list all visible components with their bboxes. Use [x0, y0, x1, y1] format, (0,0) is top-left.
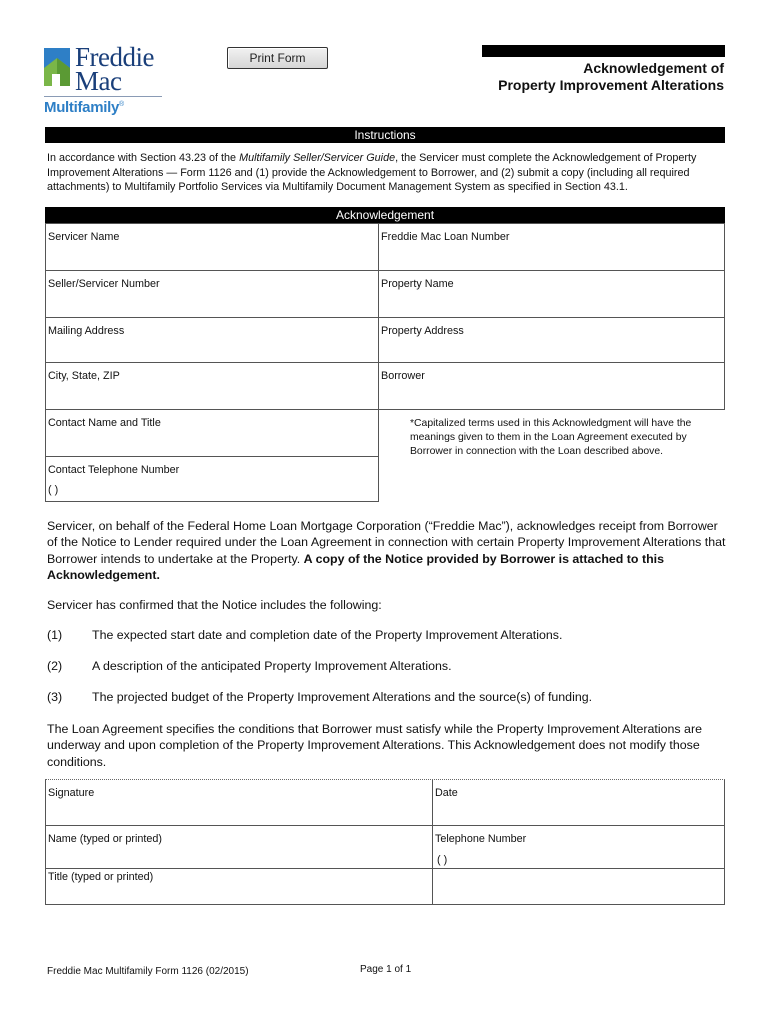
item-1-text: The expected start date and completion date of the Property Improvement Alterations. — [92, 628, 563, 642]
seller-servicer-number-label: Seller/Servicer Number — [48, 278, 160, 290]
loan-number-label: Freddie Mac Loan Number — [381, 231, 510, 243]
contact-phone-field[interactable] — [45, 456, 379, 502]
instructions-heading: Instructions — [45, 127, 725, 143]
borrower-field[interactable] — [378, 362, 725, 410]
logo-divider — [44, 96, 162, 97]
instructions-text-part1: In accordance with Section 43.23 of the — [47, 152, 240, 164]
servicer-name-field[interactable] — [45, 223, 379, 271]
telephone-lower-cell[interactable] — [432, 868, 725, 905]
mailing-address-field[interactable] — [45, 317, 379, 363]
form-title-line2: Property Improvement Alterations — [498, 77, 724, 93]
item-2-text: A description of the anticipated Property Improvement Alterations. — [92, 659, 452, 673]
contact-name-title-field[interactable] — [45, 409, 379, 457]
instructions-text — [47, 151, 725, 195]
signature-label: Signature — [48, 787, 95, 799]
form-title-line1: Acknowledgement of — [583, 60, 724, 76]
telephone-label: Telephone Number — [435, 833, 527, 845]
name-label: Name (typed or printed) — [48, 833, 163, 845]
title-field[interactable] — [45, 868, 433, 905]
date-field[interactable] — [432, 780, 725, 826]
mailing-address-label: Mailing Address — [48, 325, 125, 337]
title-bar — [482, 45, 725, 57]
title-label: Title (typed or printed) — [48, 871, 154, 883]
logo-multifamily-text — [44, 99, 124, 116]
item-3-text: The projected budget of the Property Improvement Alterations and the source(s) of funding. — [92, 690, 593, 704]
notice-includes-paragraph: Servicer has confirmed that the Notice includes the following: — [47, 598, 382, 612]
item-1-number: (1) — [47, 628, 63, 642]
form-title — [498, 60, 724, 94]
loan-agreement-paragraph: The Loan Agreement specifies the conditions that Borrower must satisfy while the Property Improvement Alterations are underway and upon completion of the Property Improvement Alterations. This Acknowledgement does not modify those conditions. — [47, 722, 702, 769]
property-name-field[interactable] — [378, 270, 725, 318]
property-address-label: Property Address — [381, 325, 464, 337]
signature-field[interactable] — [45, 780, 433, 826]
servicer-name-label: Servicer Name — [48, 231, 120, 243]
page-number: Page 1 of 1 — [360, 964, 412, 975]
instructions-guide-title: Multifamily Seller/Servicer Guide — [239, 152, 396, 164]
receipt-paragraph-text: Servicer, on behalf of the Federal Home Loan Mortgage Corporation (“Freddie Mac”), acknowledges receipt from Borrower of the Notice to Lender required under the Loan Agreement in connection with certain Property Improvement Alterations that Borrower intends to undertake at the Property. — [47, 519, 726, 566]
acknowledgement-heading: Acknowledgement — [45, 207, 725, 223]
form-id-footer: Freddie Mac Multifamily Form 1126 (02/2015) — [47, 966, 249, 977]
house-logo-icon — [42, 46, 72, 90]
loan-number-field[interactable] — [378, 223, 725, 271]
receipt-paragraph-bold: A copy of the Notice provided by Borrower is attached to this Acknowledgement. — [47, 551, 664, 582]
freddie-mac-logo — [42, 44, 167, 118]
date-label: Date — [435, 787, 458, 799]
capitalized-terms-note: *Capitalized terms used in this Acknowledgment will have the meanings given to them in the Loan Agreement executed by Borrower in connection with the Loan described above. — [410, 418, 692, 458]
city-state-zip-label: City, State, ZIP — [48, 370, 120, 382]
logo-multifamily-label: Multifamily — [44, 99, 120, 116]
logo-freddie-text: Freddie — [75, 42, 154, 72]
telephone-parens: ( ) — [437, 854, 448, 866]
property-name-label: Property Name — [381, 278, 454, 290]
receipt-paragraph — [47, 518, 727, 583]
city-state-zip-field[interactable] — [45, 362, 379, 410]
instructions-text-part2: , the Servicer must complete the Acknowledgement of Property Improvement Alterations — Form 1126 and (1) provide the Acknowledgement to Borrower, and (2) submit a copy (including all required attachments) to Multifamily Portfolio Services via Multifamily Document Management System as specified in Section 43.1. — [47, 152, 697, 193]
registered-mark: ® — [119, 101, 124, 108]
item-2-number: (2) — [47, 659, 63, 673]
property-address-field[interactable] — [378, 317, 725, 363]
contact-name-title-label: Contact Name and Title — [48, 417, 161, 429]
contact-phone-parens: ( ) — [48, 484, 59, 496]
borrower-label: Borrower — [381, 370, 425, 382]
item-3-number: (3) — [47, 690, 63, 704]
contact-phone-label: Contact Telephone Number — [48, 464, 180, 476]
seller-servicer-number-field[interactable] — [45, 270, 379, 318]
print-form-button[interactable]: Print Form — [227, 47, 328, 69]
logo-mac-text: Mac — [75, 66, 122, 96]
name-field[interactable] — [45, 825, 433, 869]
